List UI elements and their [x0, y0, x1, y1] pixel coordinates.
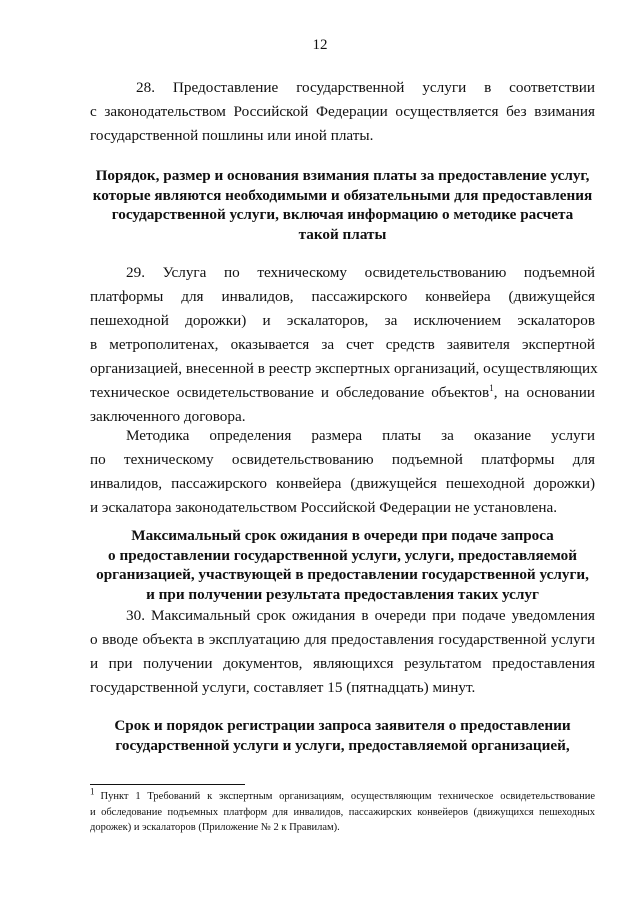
paragraph-28-line: с законодательством Российской Федерации осуществляется без взимания [90, 103, 595, 120]
footnote-text: Пункт 1 Требований к экспертным организациям, осуществляющим техническое освидетельствование [100, 791, 595, 802]
paragraph-29-line: 29. Услуга по техническому освидетельствованию подъемной [126, 264, 595, 281]
paragraph-29-line: в метрополитенах, оказывается за счет средств заявителя экспертной [90, 336, 595, 353]
paragraph-methodology-line: инвалидов, пассажирского конвейера (движущейся пешеходной дорожки) [90, 475, 595, 492]
paragraph-29-line: пешеходной дорожки) и эскалаторов, за исключением эскалаторов [90, 312, 595, 329]
paragraph-methodology-line: Методика определения размера платы за оказание услуги [126, 427, 595, 444]
heading-line: государственной услуги, включая информацию о методике расчета [111, 206, 574, 223]
paragraph-29-line: организацией, внесенной в реестр экспертных организаций, осуществляющих [90, 360, 598, 377]
heading-line: Срок и порядок регистрации запроса заявителя о предоставлении [114, 717, 571, 734]
heading-line: организацией, участвующей в предоставлении государственной услуги, [96, 566, 589, 583]
paragraph-30-line: о вводе объекта в эксплуатацию для предоставления государственной услуги [90, 631, 595, 648]
paragraph-methodology [90, 424, 595, 520]
heading-line: такой платы [298, 225, 387, 243]
footnote-line: дорожек) и эскалаторов (Приложение № 2 к Правилам). [90, 822, 340, 833]
paragraph-28-line: 28. Предоставление государственной услуги в соответствии [136, 79, 595, 96]
footnote [90, 786, 595, 836]
footnote-mark: 1 [90, 786, 95, 797]
footnote-divider [90, 784, 245, 785]
paragraph-28 [90, 76, 595, 148]
paragraph-29-line: платформы для инвалидов, пассажирского конвейера (движущейся [90, 288, 595, 305]
paragraph-29-line: заключенного договора. [90, 408, 246, 425]
footnote-line: и обследование подъемных платформ для инвалидов, пассажирских конвейеров (движущихся пешеходных [90, 806, 595, 818]
footnote-reference: 1 [489, 382, 494, 393]
paragraph-30 [90, 604, 595, 700]
paragraph-30-line: и при получении документов, являющихся результатом предоставления [90, 655, 595, 672]
paragraph-methodology-line: по техническому освидетельствованию подъемной платформы для [90, 451, 595, 468]
heading-line: о предоставлении государственной услуги, услуги, предоставляемой [108, 546, 577, 564]
paragraph-29-text: , на основании [493, 384, 595, 401]
paragraph-29 [90, 261, 598, 429]
paragraph-methodology-line: и эскалатора законодательством Российской Федерации не установлена. [90, 499, 558, 516]
section-heading-fees [90, 166, 595, 244]
heading-line: государственной услуги и услуги, предоставляемой организацией, [115, 736, 570, 754]
page-number: 12 [312, 37, 328, 53]
section-heading-queue-time [90, 526, 595, 604]
paragraph-28-line: государственной пошлины или иной платы. [90, 127, 374, 144]
heading-line: которые являются необходимыми и обязательными для предоставления [92, 186, 593, 204]
heading-line: Максимальный срок ожидания в очереди при подаче запроса [131, 527, 554, 544]
paragraph-29-line [90, 381, 595, 405]
paragraph-30-line: государственной услуги, составляет 15 (пятнадцать) минут. [90, 679, 476, 696]
section-heading-registration [90, 716, 595, 755]
footnote-line [90, 786, 595, 805]
paragraph-30-line: 30. Максимальный срок ожидания в очереди при подаче уведомления [126, 607, 595, 624]
heading-line: Порядок, размер и основания взимания платы за предоставление услуг, [95, 167, 590, 184]
paragraph-29-text: техническое освидетельствование и обследование объектов [90, 384, 490, 401]
heading-line: и при получении результата предоставления таких услуг [146, 585, 539, 603]
